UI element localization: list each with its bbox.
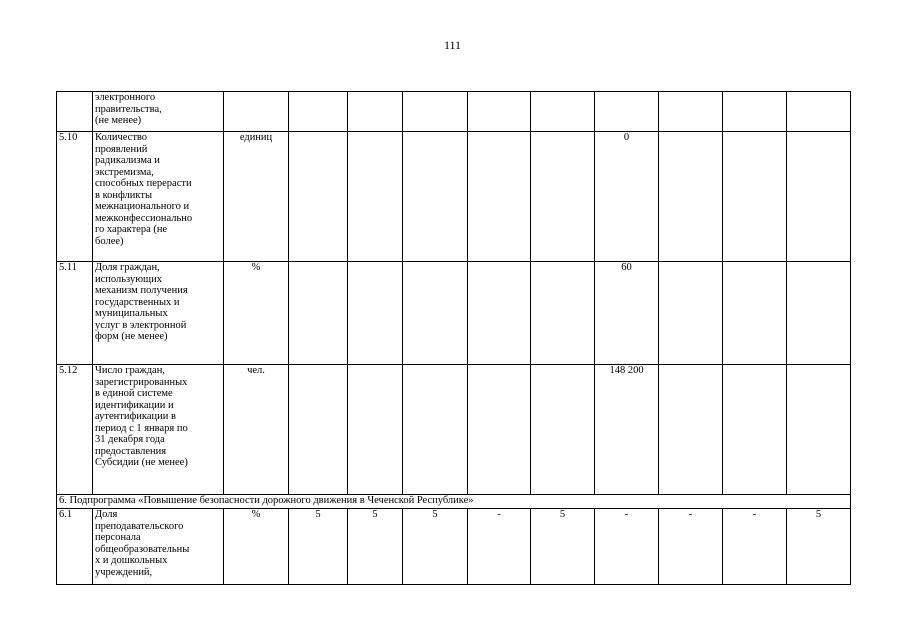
value-cell: -: [659, 509, 723, 585]
value-cell: [723, 92, 787, 132]
table-row: [57, 132, 851, 262]
value-cell: [531, 365, 595, 495]
unit-cell: %: [224, 262, 289, 365]
table-body: [57, 92, 851, 585]
value-cell: [348, 365, 403, 495]
indicator-name: [93, 365, 224, 495]
value-cell: [468, 262, 531, 365]
value-cell: [468, 132, 531, 262]
indicator-name: [93, 92, 224, 132]
value-cell: -: [595, 509, 659, 585]
table-row: [57, 365, 851, 495]
value-cell: 5: [289, 509, 348, 585]
unit-cell: [224, 92, 289, 132]
value-cell: -: [468, 509, 531, 585]
value-cell: 0: [595, 132, 659, 262]
value-cell: [531, 262, 595, 365]
value-cell: [531, 92, 595, 132]
value-cell: [659, 262, 723, 365]
unit-cell: %: [224, 509, 289, 585]
value-cell: [531, 132, 595, 262]
value-cell: [348, 262, 403, 365]
value-cell: [787, 262, 851, 365]
value-cell: [659, 132, 723, 262]
row-number: [57, 92, 93, 132]
value-cell: [595, 92, 659, 132]
section-header-row: [57, 495, 851, 509]
indicator-name-text: Количество проявлений радикализма и экстремизма, способных перерасти в конфликты межнационального и межконфессионально го характера (не более): [95, 132, 193, 247]
value-cell: [289, 262, 348, 365]
value-cell: [659, 365, 723, 495]
table-row: [57, 509, 851, 585]
indicator-name-text: электронного правительства, (не менее): [95, 92, 162, 126]
value-cell: [787, 132, 851, 262]
value-cell: [348, 92, 403, 132]
indicator-name: [93, 509, 224, 585]
value-cell: 5: [403, 509, 468, 585]
value-cell: [723, 262, 787, 365]
section-title: 6. Подпрограмма «Повышение безопасности дорожного движения в Чеченской Республике»: [57, 495, 851, 509]
indicator-name: [93, 132, 224, 262]
value-cell: [403, 262, 468, 365]
page-number: 111: [443, 38, 462, 52]
table-row: [57, 262, 851, 365]
value-cell: [289, 365, 348, 495]
value-cell: [348, 132, 403, 262]
value-cell: -: [723, 509, 787, 585]
indicator-name-text: Доля преподавательского персонала общеобразовательны х и дошкольных учреждений,: [95, 509, 190, 578]
indicator-name-text: Доля граждан, использующих механизм получения государственных и муниципальных услуг в электронной форм (не менее): [95, 262, 188, 342]
value-cell: [468, 92, 531, 132]
table-row: [57, 92, 851, 132]
value-cell: [403, 365, 468, 495]
row-number: 5.11: [57, 262, 93, 365]
value-cell: 5: [787, 509, 851, 585]
value-cell: 5: [348, 509, 403, 585]
unit-cell: чел.: [224, 365, 289, 495]
value-cell: [723, 365, 787, 495]
value-cell: [403, 92, 468, 132]
value-cell: [787, 365, 851, 495]
unit-cell: единиц: [224, 132, 289, 262]
value-cell: [289, 92, 348, 132]
row-number: 5.12: [57, 365, 93, 495]
value-cell: 60: [595, 262, 659, 365]
value-cell: [403, 132, 468, 262]
value-cell: [787, 92, 851, 132]
indicator-name-text: Число граждан, зарегистрированных в единой системе идентификации и аутентификации в период с 1 января по 31 декабря года предоставления Субсидии (не менее): [95, 365, 188, 468]
value-cell: [468, 365, 531, 495]
indicators-table: [56, 91, 851, 585]
value-cell: [659, 92, 723, 132]
value-cell: 148 200: [595, 365, 659, 495]
indicator-name: [93, 262, 224, 365]
value-cell: [289, 132, 348, 262]
value-cell: [723, 132, 787, 262]
row-number: 6.1: [57, 509, 93, 585]
row-number: 5.10: [57, 132, 93, 262]
value-cell: 5: [531, 509, 595, 585]
